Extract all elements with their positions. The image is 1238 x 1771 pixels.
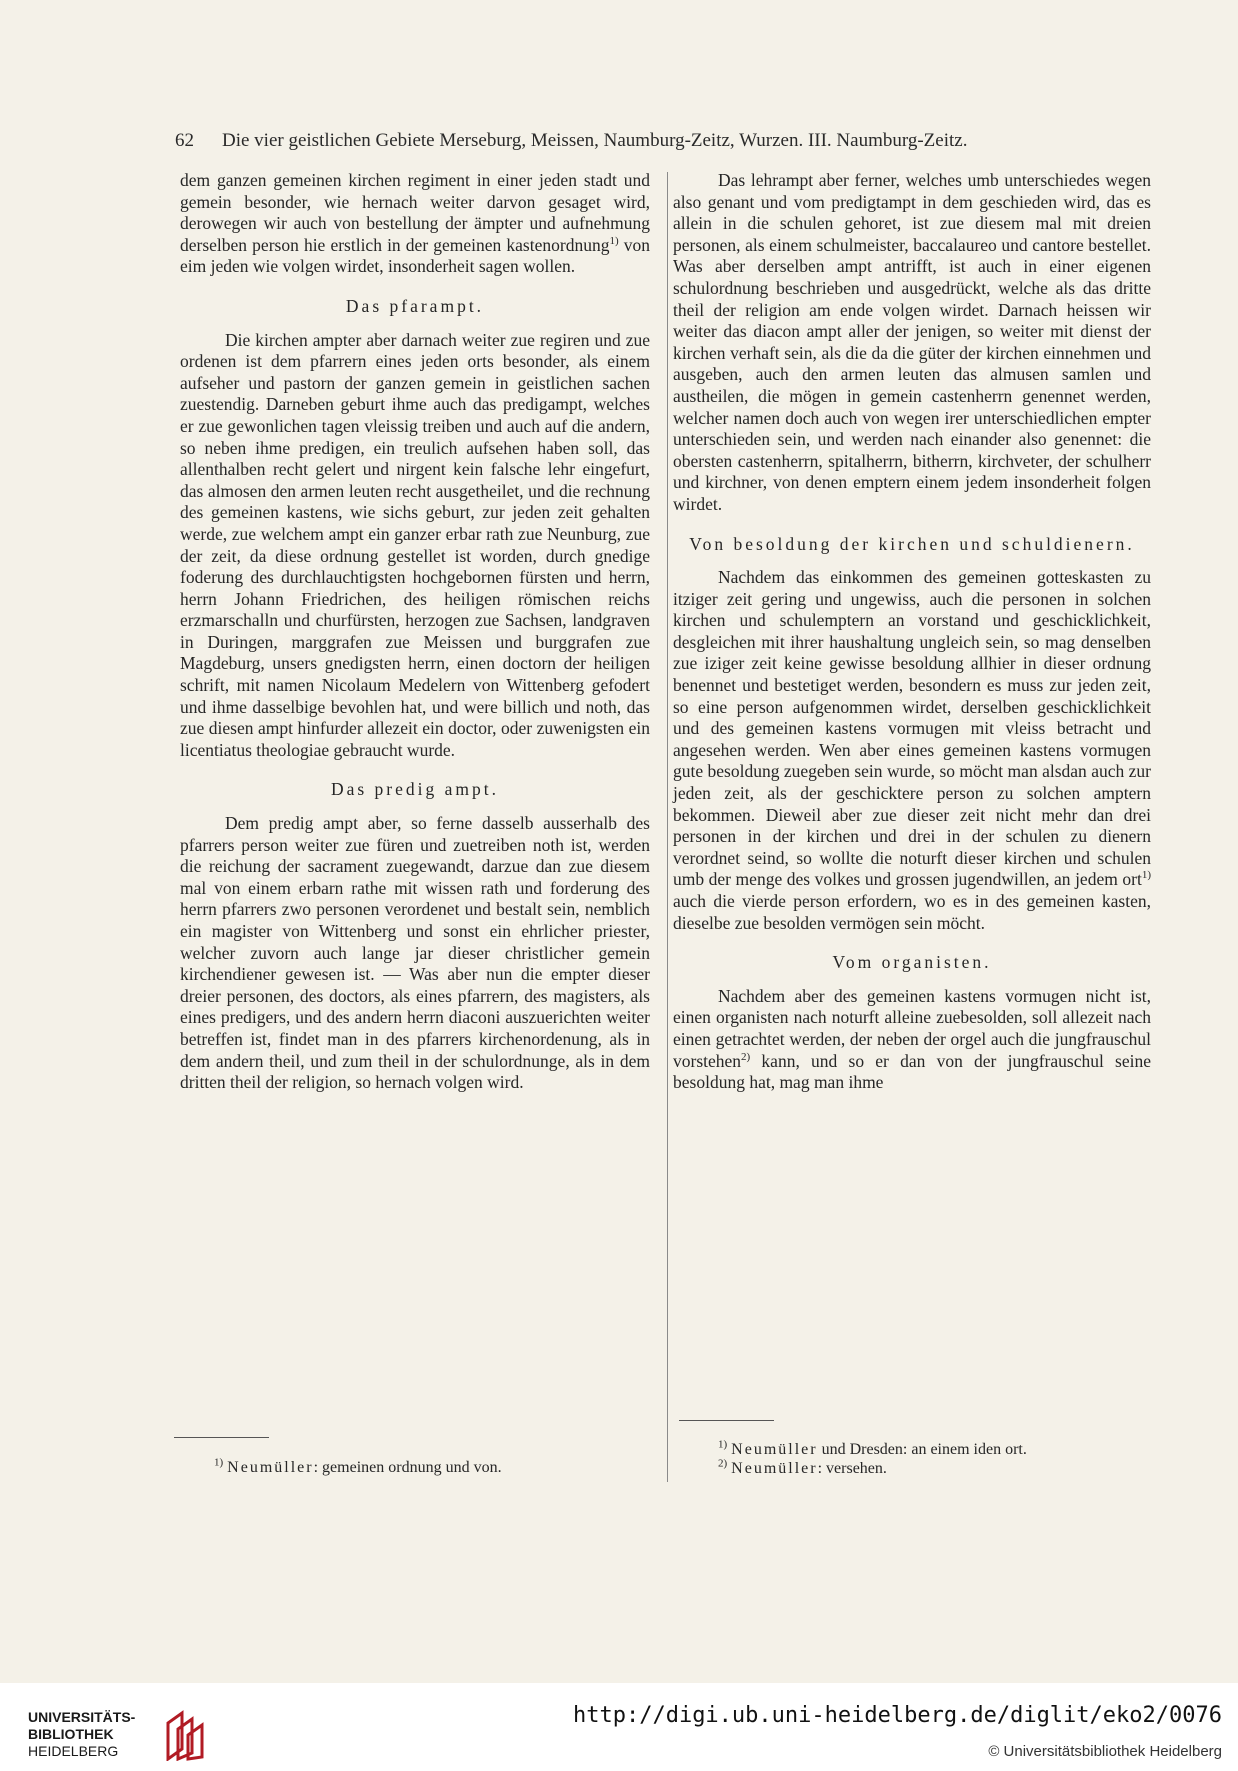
- footnote-mark: 1): [718, 1438, 728, 1451]
- left-column: [180, 170, 650, 1094]
- footnote-author: Neumüller: [227, 1459, 314, 1476]
- logo-line-1: UNIVERSITÄTS-: [28, 1709, 136, 1725]
- footnote-1: [718, 1440, 1027, 1459]
- lehrampt-paragraph: Das lehrampt aber ferner, welches umb unterschiedes wegen also genant und vom predigtampt in dem geschieden wird, das es allein in die schulen gehoret, ist zue diesem mal mit dreien personen, als einem schulmeister, baccalaureo und cantore bestellet. Was aber derselben ampt antrifft, ist auch in einer eigenen schulordnung beschrieben und ausgedrückt, welche als das dritte theil der religion am ende volgen wirdet. Darnach heissen wir weiter das diacon ampt aller der jenigen, so weiter mit dienst der kirchen verhaft sein, als die da die güter der kirchen einnehmen und ausgeben, auch den armen leuten das almusen samlen und austheilen, die mögen in gemein castenherrn genennet werden, welcher namen doch auch von wegen irer unterschiedlichen empter unterschieden sein, und werden nach einander also genennet: die obersten castenherrn, spitalherrn, bitherrn, kirchveter, der schulherr und kirchner, von denen emptern einem jedem insonderheit folgen wirdet.: [673, 170, 1151, 514]
- running-header: [175, 130, 1125, 152]
- library-logo[interactable]: [28, 1709, 238, 1765]
- footnote-author: Neumüller: [731, 1460, 818, 1477]
- permalink-url[interactable]: http://digi.ub.uni-heidelberg.de/diglit/eko2/0076: [572, 1703, 1222, 1728]
- footnote-mark: 2): [718, 1457, 728, 1470]
- footnotes-right: [718, 1440, 1027, 1478]
- section-heading-pfarampt: Das pfarampt.: [345, 295, 485, 316]
- footnote-2: [718, 1459, 1027, 1478]
- footnote-ref: 2): [741, 1050, 751, 1063]
- logo-line-2: BIBLIOTHEK: [28, 1726, 114, 1742]
- page-number: 62: [175, 130, 194, 151]
- besoldung-text-b: auch die vierde person erfordern, wo es in des gemeinen kasten, dieselbe zue besolden vermögen sein möcht.: [673, 891, 1151, 933]
- left-intro-paragraph: [180, 170, 650, 278]
- left-intro-end: von eim jeden wie volgen wirdet, insonderheit sagen wollen.: [180, 234, 650, 277]
- section-heading-organisten: Vom organisten.: [832, 952, 992, 973]
- footnote-rule-right: [679, 1420, 774, 1421]
- organisten-text-b: kann, und so er dan von der jungfrauschul seine besoldung hat, mag man ihme: [673, 1050, 1151, 1093]
- right-column: [673, 170, 1151, 1094]
- library-emblem-icon: [160, 1709, 206, 1761]
- organisten-paragraph: [673, 986, 1151, 1094]
- footnote-author: Neumüller: [731, 1441, 818, 1458]
- footnote-text: : gemeinen ordnung und von.: [313, 1459, 502, 1476]
- running-title: Die vier geistlichen Gebiete Merseburg, Meissen, Naumburg-Zeitz, Wurzen. III. Naumburg-Zeitz.: [222, 130, 968, 151]
- organisten-text-a: Nachdem aber des gemeinen kastens vormugen nicht ist, einen organisten nach noturft alleine zuebesolden, soll allezeit nach einen getrachtet werden, der neben der orgel auch die jungfrauschul vorstehen: [673, 985, 1151, 1071]
- footnote-text: und Dresden: an einem iden ort.: [817, 1441, 1027, 1458]
- besoldung-paragraph: [673, 567, 1151, 934]
- footnote-ref: 1): [609, 234, 619, 247]
- footnote-rule-left: [174, 1437, 269, 1438]
- footnote-left: [214, 1458, 502, 1477]
- copyright-notice: © Universitätsbibliothek Heidelberg: [988, 1743, 1222, 1760]
- predig-ampt-paragraph: Dem predig ampt aber, so ferne dasselb ausserhalb des pfarrers person weiter zue füren und zuetreiben noth ist, werden die reichung der sacrament zuegewandt, darzue dan zue diesem mal von einem erbarn rathe mit wissen rath und forderung des herrn pfarrers zwo personen verordenet und bestalt sein, nemblich ein magister von Wittenberg und sonst ein ehrlicher priester, welcher zuvorn auch lange jar dieser christlicher gemein kirchendiener gewesen ist. — Was aber nun die empter dieser dreier personen, des doctors, als eines pfarrern, des magisters, als eines predigers, und des andern herrn diaconi auszuerichten weiter betreffen ist, findet man in des pfarrers kirchenordenung, als in dem andern theil, und zum theil in der schulordnunge, als in dem dritten theil der religion, so hernach volgen wird.: [180, 813, 650, 1093]
- footnote-mark: 1): [214, 1456, 224, 1469]
- viewer-footer: [0, 1683, 1238, 1771]
- footnote-ref: 1): [1141, 869, 1151, 882]
- left-intro-text: dem ganzen gemeinen kirchen regiment in einer jeden stadt und gemein besonder, wie hernach weiter darvon gesaget wird, derowegen wir auch von bestellung der ämpter und aufnehmung derselben person hie erstlich in der gemeinen kastenordnung: [180, 170, 650, 255]
- logo-line-3: HEIDELBERG: [28, 1743, 119, 1759]
- besoldung-text-a: Nachdem das einkommen des gemeinen gotteskasten zu itziger zeit gering und ungewiss, auch die personen in solchen kirchen und schulemptern an vorstand und geschicklichkeit, desgleichen mit ihrer haushaltung ungleich sein, so mag denselben zue iziger zeit keine gewisse besoldung allhier in dieser ordnung benennet und bestetiget werden, besondern es muss zur jeden zeit, so eine person aufgenommen wirdet, derselben geschicklichkeit und des gemeinen kastens vormugen mit vleiss betracht und angesehen werden. Wen aber eines gemeinen kastens vormugen gute besoldung zuegeben sein wurde, so möcht man alsdan auch zur jeden zeit, als der geschicktere person zu solchen amptern bekommen. Dieweil aber zue dieser zeit nicht mehr dan drei personen in der kirchen und drei in der schulen zu dienern verordnet seind, so wollte die noturft dieser kirchen und schulen umb der menge des volkes und grossen jugendwillen, an jedem ort: [673, 567, 1151, 890]
- column-divider: [667, 172, 668, 1482]
- library-logo-text: [28, 1709, 135, 1760]
- section-heading-besoldung: Von besoldung der kirchen und schuldienern.: [689, 533, 1135, 554]
- section-heading-predig-ampt: Das predig ampt.: [330, 779, 500, 800]
- pfarampt-paragraph: Die kirchen ampter aber darnach weiter zue regiren und zue ordenen ist dem pfarrern eines jeden orts besonder, als einem aufseher und pastorn der ganzen gemein in geistlichen sachen zuestendig. Darneben geburt ihme auch das predigampt, welches er zue gewonlichen tagen vleissig treiben und auch auf die andern, so neben ihme predigen, ein treulich aufsehen haben soll, das allenthalben recht gelert und nirgent kein falsche lehr eingefurt, das almosen den armen leuten recht ausgetheilet, und die rechnung des gemeinen kastens, wie sichs geburt, zur jeden zeit gehalten werde, zue welchem ampt ein ganzer erbar rath zue Neunburg, zue der zeit, da diese ordnung gestellet ist worden, durch gnedige foderung des durchlauchtigsten hochgebornen fürsten und herrn, herrn Johann Friedrichen, des heiligen römischen reichs erzmarschalln und churfürsten, herzogen zue Sachsen, landgraven in Duringen, marggrafen zue Meissen und burggrafen zue Magdeburg, unsers gnedigsten herrn, einen doctorn der heiligen schrift, mit namen Nicolaum Medelern von Wittenberg gefodert und ihme dasselbige bevohlen hat, und were billich und noth, das zue diesen ampt hinfurder allezeit ein doctor, oder zuwenigsten ein licentiatus theologiae gebraucht wurde.: [180, 329, 650, 760]
- footnote-text: : versehen.: [817, 1460, 887, 1477]
